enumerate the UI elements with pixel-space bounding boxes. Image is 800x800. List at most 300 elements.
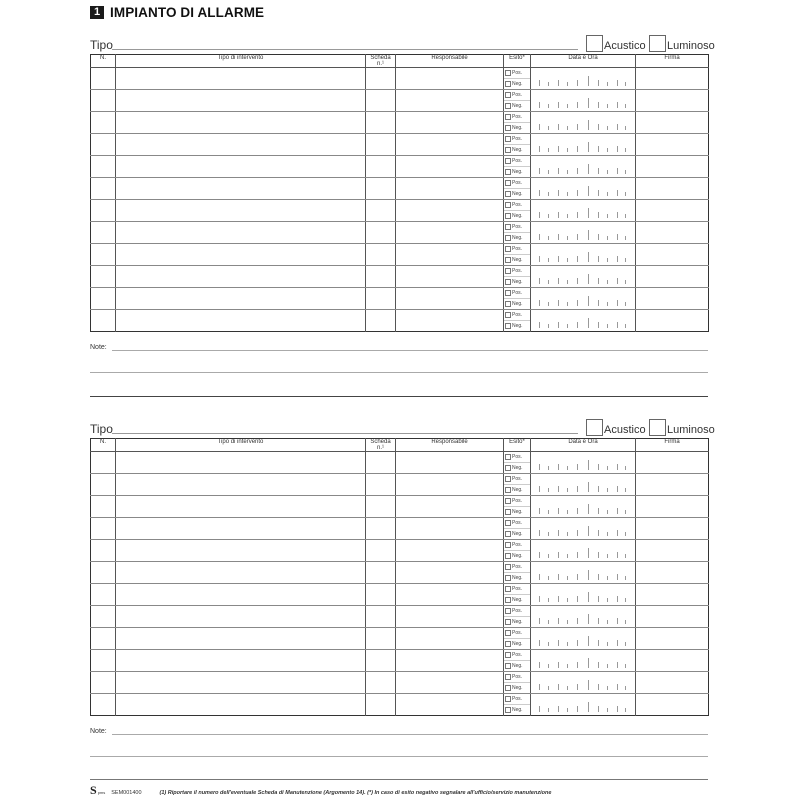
date-time-cell[interactable] <box>531 452 636 474</box>
esito-cell[interactable] <box>504 112 531 134</box>
firma-cell[interactable] <box>636 310 709 332</box>
neg-checkbox[interactable] <box>505 125 511 131</box>
intervention-type-cell[interactable] <box>116 628 366 650</box>
esito-cell[interactable] <box>504 244 531 266</box>
intervention-type-cell[interactable] <box>116 496 366 518</box>
pos-checkbox[interactable] <box>505 92 511 98</box>
intervention-type-cell[interactable] <box>116 474 366 496</box>
pos-checkbox[interactable] <box>505 586 511 592</box>
intervention-type-cell[interactable] <box>116 452 366 474</box>
date-tick <box>607 554 608 558</box>
date-tick <box>617 530 618 536</box>
publisher-logo: S <box>90 783 97 797</box>
responsabile-cell[interactable] <box>396 584 504 606</box>
row-number-cell[interactable] <box>91 672 116 694</box>
date-tick <box>539 684 540 690</box>
responsabile-cell[interactable] <box>396 606 504 628</box>
row-number-cell[interactable] <box>91 694 116 716</box>
scheda-cell[interactable] <box>366 222 396 244</box>
pos-checkbox[interactable] <box>505 630 511 636</box>
date-time-cell[interactable] <box>531 606 636 628</box>
date-tick <box>598 124 599 130</box>
date-tick <box>625 104 626 108</box>
row-number-cell[interactable] <box>91 540 116 562</box>
date-tick <box>577 662 578 668</box>
date-tick <box>539 662 540 668</box>
date-tick <box>548 576 549 580</box>
date-time-cell[interactable] <box>531 474 636 496</box>
row-number-cell[interactable] <box>91 134 116 156</box>
firma-cell[interactable] <box>636 178 709 200</box>
pos-checkbox[interactable] <box>505 520 511 526</box>
scheda-cell[interactable] <box>366 288 396 310</box>
note-line[interactable] <box>112 734 708 735</box>
date-time-cell[interactable] <box>531 68 636 90</box>
firma-cell[interactable] <box>636 474 709 496</box>
table-row <box>91 672 709 694</box>
neg-checkbox[interactable] <box>505 575 511 581</box>
tipo-row <box>90 30 715 52</box>
intervention-type-cell[interactable] <box>116 156 366 178</box>
responsabile-cell[interactable] <box>396 310 504 332</box>
neg-checkbox[interactable] <box>505 103 511 109</box>
firma-cell[interactable] <box>636 266 709 288</box>
neg-checkbox[interactable] <box>505 257 511 263</box>
date-tick <box>607 126 608 130</box>
date-time-cell[interactable] <box>531 672 636 694</box>
date-tick <box>539 618 540 624</box>
date-time-cell[interactable] <box>531 518 636 540</box>
neg-checkbox[interactable] <box>505 509 511 515</box>
row-number-cell[interactable] <box>91 518 116 540</box>
note-line[interactable] <box>90 756 708 757</box>
pos-checkbox[interactable] <box>505 136 511 142</box>
intervention-type-cell[interactable] <box>116 606 366 628</box>
table-row <box>91 474 709 496</box>
neg-checkbox[interactable] <box>505 553 511 559</box>
responsabile-cell[interactable] <box>396 90 504 112</box>
firma-cell[interactable] <box>636 540 709 562</box>
responsabile-cell[interactable] <box>396 288 504 310</box>
neg-checkbox[interactable] <box>505 213 511 219</box>
firma-cell[interactable] <box>636 244 709 266</box>
esito-cell[interactable] <box>504 266 531 288</box>
esito-cell[interactable] <box>504 200 531 222</box>
date-time-cell[interactable] <box>531 694 636 716</box>
firma-cell[interactable] <box>636 628 709 650</box>
column-header: Data e Ora <box>531 439 636 452</box>
esito-cell[interactable] <box>504 222 531 244</box>
scheda-cell[interactable] <box>366 474 396 496</box>
date-time-cell[interactable] <box>531 244 636 266</box>
pos-checkbox[interactable] <box>505 674 511 680</box>
date-time-cell[interactable] <box>531 266 636 288</box>
date-time-cell[interactable] <box>531 222 636 244</box>
date-tick <box>558 618 559 624</box>
responsabile-cell[interactable] <box>396 68 504 90</box>
esito-cell[interactable] <box>504 518 531 540</box>
neg-checkbox[interactable] <box>505 707 511 713</box>
tipo-field[interactable] <box>112 433 578 434</box>
date-time-cell[interactable] <box>531 310 636 332</box>
pos-checkbox[interactable] <box>505 312 511 318</box>
pos-checkbox[interactable] <box>505 476 511 482</box>
esito-cell[interactable] <box>504 310 531 332</box>
date-time-cell[interactable] <box>531 134 636 156</box>
section-number: 1 <box>90 6 104 19</box>
row-number-cell[interactable] <box>91 496 116 518</box>
tipo-field[interactable] <box>112 49 578 50</box>
responsabile-cell[interactable] <box>396 628 504 650</box>
scheda-cell[interactable] <box>366 310 396 332</box>
neg-checkbox[interactable] <box>505 487 511 493</box>
date-tick <box>567 708 568 712</box>
date-tick <box>577 234 578 240</box>
esito-cell[interactable] <box>504 474 531 496</box>
intervention-type-cell[interactable] <box>116 694 366 716</box>
pos-checkbox[interactable] <box>505 652 511 658</box>
esito-cell[interactable] <box>504 134 531 156</box>
date-tick <box>607 576 608 580</box>
firma-cell[interactable] <box>636 68 709 90</box>
firma-cell[interactable] <box>636 650 709 672</box>
date-time-cell[interactable] <box>531 90 636 112</box>
pos-checkbox[interactable] <box>505 224 511 230</box>
pos-checkbox[interactable] <box>505 114 511 120</box>
firma-cell[interactable] <box>636 584 709 606</box>
row-number-cell[interactable] <box>91 222 116 244</box>
date-time-cell[interactable] <box>531 112 636 134</box>
neg-checkbox[interactable] <box>505 597 511 603</box>
scheda-cell[interactable] <box>366 650 396 672</box>
date-tick <box>558 300 559 306</box>
intervention-table <box>90 54 709 332</box>
scheda-cell[interactable] <box>366 266 396 288</box>
scheda-cell[interactable] <box>366 694 396 716</box>
footer-divider <box>90 779 708 780</box>
date-tick <box>607 104 608 108</box>
neg-checkbox[interactable] <box>505 81 511 87</box>
esito-cell[interactable] <box>504 628 531 650</box>
pos-label: Pos. <box>512 564 523 570</box>
firma-cell[interactable] <box>636 90 709 112</box>
firma-cell[interactable] <box>636 112 709 134</box>
date-tick <box>567 664 568 668</box>
responsabile-cell[interactable] <box>396 496 504 518</box>
intervention-type-cell[interactable] <box>116 244 366 266</box>
intervention-type-cell[interactable] <box>116 540 366 562</box>
row-number-cell[interactable] <box>91 288 116 310</box>
scheda-cell[interactable] <box>366 112 396 134</box>
responsabile-cell[interactable] <box>396 200 504 222</box>
option-luminoso[interactable] <box>649 419 715 436</box>
scheda-cell[interactable] <box>366 540 396 562</box>
pos-checkbox[interactable] <box>505 246 511 252</box>
date-tick <box>558 80 559 86</box>
intervention-type-cell[interactable] <box>116 222 366 244</box>
pos-checkbox[interactable] <box>505 542 511 548</box>
date-tick <box>588 186 589 196</box>
firma-cell[interactable] <box>636 288 709 310</box>
esito-cell[interactable] <box>504 68 531 90</box>
row-number-cell[interactable] <box>91 650 116 672</box>
pos-label: Pos. <box>512 696 523 702</box>
firma-cell[interactable] <box>636 518 709 540</box>
responsabile-cell[interactable] <box>396 518 504 540</box>
esito-cell[interactable] <box>504 540 531 562</box>
intervention-type-cell[interactable] <box>116 266 366 288</box>
acustico-checkbox[interactable] <box>586 35 603 52</box>
pos-checkbox[interactable] <box>505 564 511 570</box>
pos-checkbox[interactable] <box>505 180 511 186</box>
date-tick <box>607 466 608 470</box>
firma-cell[interactable] <box>636 134 709 156</box>
scheda-cell[interactable] <box>366 452 396 474</box>
neg-checkbox[interactable] <box>505 685 511 691</box>
pos-label: Pos. <box>512 180 523 186</box>
pos-label: Pos. <box>512 476 523 482</box>
pos-checkbox[interactable] <box>505 454 511 460</box>
pos-checkbox[interactable] <box>505 608 511 614</box>
esito-cell[interactable] <box>504 562 531 584</box>
pos-checkbox[interactable] <box>505 158 511 164</box>
intervention-type-cell[interactable] <box>116 562 366 584</box>
intervention-type-cell[interactable] <box>116 288 366 310</box>
esito-cell[interactable] <box>504 496 531 518</box>
date-tick <box>548 302 549 306</box>
date-tick <box>577 146 578 152</box>
note-line[interactable] <box>90 372 708 373</box>
note-line[interactable] <box>112 350 708 351</box>
responsabile-cell[interactable] <box>396 694 504 716</box>
row-number-cell[interactable] <box>91 452 116 474</box>
responsabile-cell[interactable] <box>396 650 504 672</box>
esito-cell[interactable] <box>504 606 531 628</box>
pos-checkbox[interactable] <box>505 696 511 702</box>
pos-checkbox[interactable] <box>505 498 511 504</box>
acustico-checkbox[interactable] <box>586 419 603 436</box>
intervention-type-cell[interactable] <box>116 90 366 112</box>
row-number-cell[interactable] <box>91 606 116 628</box>
row-number-cell[interactable] <box>91 112 116 134</box>
scheda-cell[interactable] <box>366 178 396 200</box>
date-time-cell[interactable] <box>531 200 636 222</box>
scheda-cell[interactable] <box>366 584 396 606</box>
date-time-cell[interactable] <box>531 562 636 584</box>
responsabile-cell[interactable] <box>396 156 504 178</box>
date-time-cell[interactable] <box>531 628 636 650</box>
column-header: Tipo di intervento <box>116 55 366 68</box>
pos-checkbox[interactable] <box>505 268 511 274</box>
esito-cell[interactable] <box>504 694 531 716</box>
firma-cell[interactable] <box>636 200 709 222</box>
scheda-cell[interactable] <box>366 562 396 584</box>
table-row <box>91 90 709 112</box>
pos-checkbox[interactable] <box>505 70 511 76</box>
date-tick <box>588 142 589 152</box>
row-number-cell[interactable] <box>91 628 116 650</box>
date-time-cell[interactable] <box>531 156 636 178</box>
date-tick <box>625 170 626 174</box>
scheda-cell[interactable] <box>366 200 396 222</box>
intervention-type-cell[interactable] <box>116 310 366 332</box>
date-tick <box>617 80 618 86</box>
date-tick <box>598 684 599 690</box>
row-number-cell[interactable] <box>91 310 116 332</box>
intervention-type-cell[interactable] <box>116 200 366 222</box>
scheda-cell[interactable] <box>366 68 396 90</box>
esito-cell[interactable] <box>504 650 531 672</box>
column-header: Data e Ora <box>531 55 636 68</box>
neg-checkbox[interactable] <box>505 235 511 241</box>
intervention-type-cell[interactable] <box>116 112 366 134</box>
intervention-type-cell[interactable] <box>116 68 366 90</box>
firma-cell[interactable] <box>636 222 709 244</box>
pos-checkbox[interactable] <box>505 290 511 296</box>
luminoso-checkbox[interactable] <box>649 419 666 436</box>
scheda-cell[interactable] <box>366 496 396 518</box>
neg-checkbox[interactable] <box>505 147 511 153</box>
date-tick <box>598 300 599 306</box>
intervention-type-cell[interactable] <box>116 584 366 606</box>
scheda-cell[interactable] <box>366 672 396 694</box>
scheda-cell[interactable] <box>366 518 396 540</box>
responsabile-cell[interactable] <box>396 562 504 584</box>
esito-cell[interactable] <box>504 672 531 694</box>
responsabile-cell[interactable] <box>396 672 504 694</box>
responsabile-cell[interactable] <box>396 244 504 266</box>
luminoso-label: Luminoso <box>667 40 715 52</box>
date-tick <box>548 532 549 536</box>
firma-cell[interactable] <box>636 156 709 178</box>
date-tick <box>625 214 626 218</box>
neg-checkbox[interactable] <box>505 169 511 175</box>
date-tick <box>577 124 578 130</box>
firma-cell[interactable] <box>636 496 709 518</box>
option-acustico[interactable] <box>586 419 646 436</box>
neg-checkbox[interactable] <box>505 323 511 329</box>
scheda-cell[interactable] <box>366 606 396 628</box>
neg-label: Neg. <box>512 169 523 175</box>
neg-checkbox[interactable] <box>505 279 511 285</box>
esito-cell[interactable] <box>504 288 531 310</box>
date-time-cell[interactable] <box>531 584 636 606</box>
date-tick <box>577 256 578 262</box>
neg-label: Neg. <box>512 575 523 581</box>
esito-cell[interactable] <box>504 452 531 474</box>
option-acustico[interactable] <box>586 35 646 52</box>
row-number-cell[interactable] <box>91 68 116 90</box>
date-tick <box>617 212 618 218</box>
responsabile-cell[interactable] <box>396 540 504 562</box>
date-tick <box>598 530 599 536</box>
responsabile-cell[interactable] <box>396 222 504 244</box>
pos-label: Pos. <box>512 202 523 208</box>
row-number-cell[interactable] <box>91 156 116 178</box>
date-time-cell[interactable] <box>531 288 636 310</box>
table-row <box>91 452 709 474</box>
responsabile-cell[interactable] <box>396 452 504 474</box>
firma-cell[interactable] <box>636 606 709 628</box>
responsabile-cell[interactable] <box>396 474 504 496</box>
neg-checkbox[interactable] <box>505 301 511 307</box>
option-luminoso[interactable] <box>649 35 715 52</box>
firma-cell[interactable] <box>636 672 709 694</box>
date-tick <box>548 598 549 602</box>
responsabile-cell[interactable] <box>396 266 504 288</box>
responsabile-cell[interactable] <box>396 178 504 200</box>
scheda-cell[interactable] <box>366 244 396 266</box>
row-number-cell[interactable] <box>91 244 116 266</box>
neg-checkbox[interactable] <box>505 663 511 669</box>
luminoso-checkbox[interactable] <box>649 35 666 52</box>
intervention-type-cell[interactable] <box>116 178 366 200</box>
scheda-cell[interactable] <box>366 90 396 112</box>
row-number-cell[interactable] <box>91 200 116 222</box>
row-number-cell[interactable] <box>91 562 116 584</box>
date-time-cell[interactable] <box>531 540 636 562</box>
neg-checkbox[interactable] <box>505 531 511 537</box>
column-header: N. <box>91 439 116 452</box>
date-time-cell[interactable] <box>531 650 636 672</box>
date-time-cell[interactable] <box>531 178 636 200</box>
scheda-cell[interactable] <box>366 134 396 156</box>
esito-cell[interactable] <box>504 90 531 112</box>
date-tick <box>588 164 589 174</box>
date-tick <box>625 532 626 536</box>
date-tick <box>548 324 549 328</box>
date-tick <box>617 508 618 514</box>
responsabile-cell[interactable] <box>396 134 504 156</box>
neg-checkbox[interactable] <box>505 465 511 471</box>
row-number-cell[interactable] <box>91 584 116 606</box>
neg-checkbox[interactable] <box>505 619 511 625</box>
table-row <box>91 628 709 650</box>
date-tick <box>567 192 568 196</box>
esito-cell[interactable] <box>504 156 531 178</box>
firma-cell[interactable] <box>636 452 709 474</box>
date-tick <box>548 82 549 86</box>
intervention-type-cell[interactable] <box>116 134 366 156</box>
firma-cell[interactable] <box>636 694 709 716</box>
scheda-cell[interactable] <box>366 156 396 178</box>
responsabile-cell[interactable] <box>396 112 504 134</box>
date-tick <box>548 664 549 668</box>
date-time-cell[interactable] <box>531 496 636 518</box>
row-number-cell[interactable] <box>91 266 116 288</box>
date-tick <box>607 214 608 218</box>
date-tick <box>567 126 568 130</box>
neg-checkbox[interactable] <box>505 191 511 197</box>
date-tick <box>567 686 568 690</box>
esito-cell[interactable] <box>504 584 531 606</box>
date-tick <box>598 278 599 284</box>
firma-cell[interactable] <box>636 562 709 584</box>
date-tick <box>539 190 540 196</box>
scheda-cell[interactable] <box>366 628 396 650</box>
pos-checkbox[interactable] <box>505 202 511 208</box>
date-tick <box>617 124 618 130</box>
row-number-cell[interactable] <box>91 90 116 112</box>
table-row <box>91 518 709 540</box>
esito-cell[interactable] <box>504 178 531 200</box>
intervention-type-cell[interactable] <box>116 650 366 672</box>
row-number-cell[interactable] <box>91 178 116 200</box>
row-number-cell[interactable] <box>91 474 116 496</box>
intervention-type-cell[interactable] <box>116 518 366 540</box>
neg-checkbox[interactable] <box>505 641 511 647</box>
intervention-type-cell[interactable] <box>116 672 366 694</box>
